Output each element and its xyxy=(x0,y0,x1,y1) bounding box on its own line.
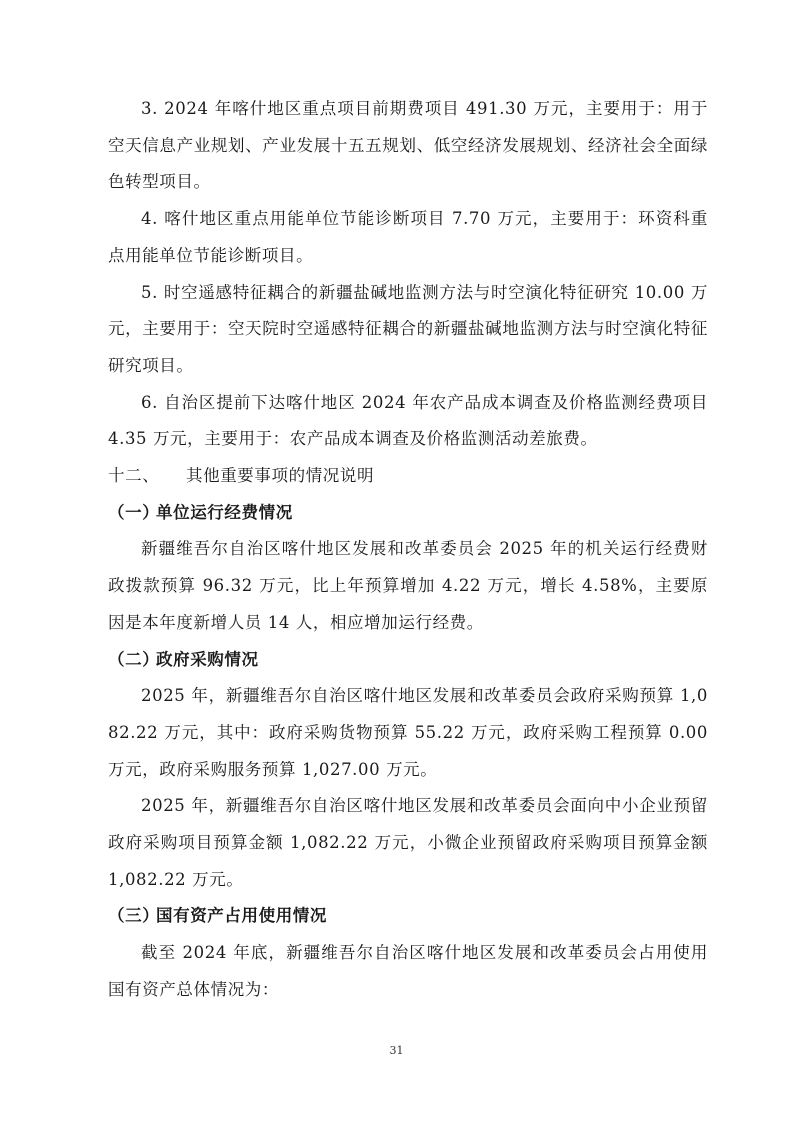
paragraph-item-5: 5. 时空遥感特征耦合的新疆盐碱地监测方法与时空演化特征研究 10.00 万元，主要用于：空天院时空遥感特征耦合的新疆盐碱地监测方法与时空演化特征研究项目。 xyxy=(108,282,708,375)
subsection-number: （三） xyxy=(108,906,160,926)
section-number: 十二、 xyxy=(108,466,160,486)
procurement-paragraph: 2025 年，新疆维吾尔自治区喀什地区发展和改革委员会政府采购预算 1,082.22 万元，其中：政府采购货物预算 55.22 万元，政府采购工程预算 0.00 万元，政府采购服务预算 1,027.00 万元。 xyxy=(108,686,708,779)
page-content xyxy=(108,91,708,1009)
subsection-heading-procurement xyxy=(108,642,708,679)
subsection-heading-state-assets xyxy=(108,898,708,935)
section-title: 其他重要事项的情况说明 xyxy=(186,466,375,486)
operating-funds-paragraph: 新疆维吾尔自治区喀什地区发展和改革委员会 2025 年的机关运行经费财政拨款预算 96.32 万元，比上年预算增加 4.22 万元，增长 4.58%，主要原因是本年度新增人员 14 人，相应增加运行经费。 xyxy=(108,539,708,632)
subsection-title: 单位运行经费情况 xyxy=(156,502,293,522)
page-number: 31 xyxy=(389,1044,404,1057)
paragraph-item-6: 6. 自治区提前下达喀什地区 2024 年农产品成本调查及价格监测经费项目 4.35 万元，主要用于：农产品成本调查及价格监测活动差旅费。 xyxy=(108,392,708,449)
subsection-number: （一） xyxy=(108,502,160,522)
section-heading xyxy=(108,458,708,495)
subsection-title: 政府采购情况 xyxy=(156,649,259,669)
paragraph-item-4: 4. 喀什地区重点用能单位节能诊断项目 7.70 万元，主要用于：环资科重点用能单位节能诊断项目。 xyxy=(108,209,708,265)
subsection-title: 国有资产占用使用情况 xyxy=(156,906,327,926)
subsection-heading-operating-funds xyxy=(108,495,708,532)
sme-procurement-paragraph: 2025 年，新疆维吾尔自治区喀什地区发展和改革委员会面向中小企业预留政府采购项目预算金额 1,082.22 万元，小微企业预留政府采购项目预算金额 1,082.22 万元。 xyxy=(108,796,708,889)
subsection-number: （二） xyxy=(108,649,160,669)
paragraph-item-3: 3. 2024 年喀什地区重点项目前期费项目 491.30 万元，主要用于：用于空天信息产业规划、产业发展十五五规划、低空经济发展规划、经济社会全面绿色转型项目。 xyxy=(108,99,708,192)
state-assets-paragraph: 截至 2024 年底，新疆维吾尔自治区喀什地区发展和改革委员会占用使用国有资产总体情况为： xyxy=(108,943,708,999)
